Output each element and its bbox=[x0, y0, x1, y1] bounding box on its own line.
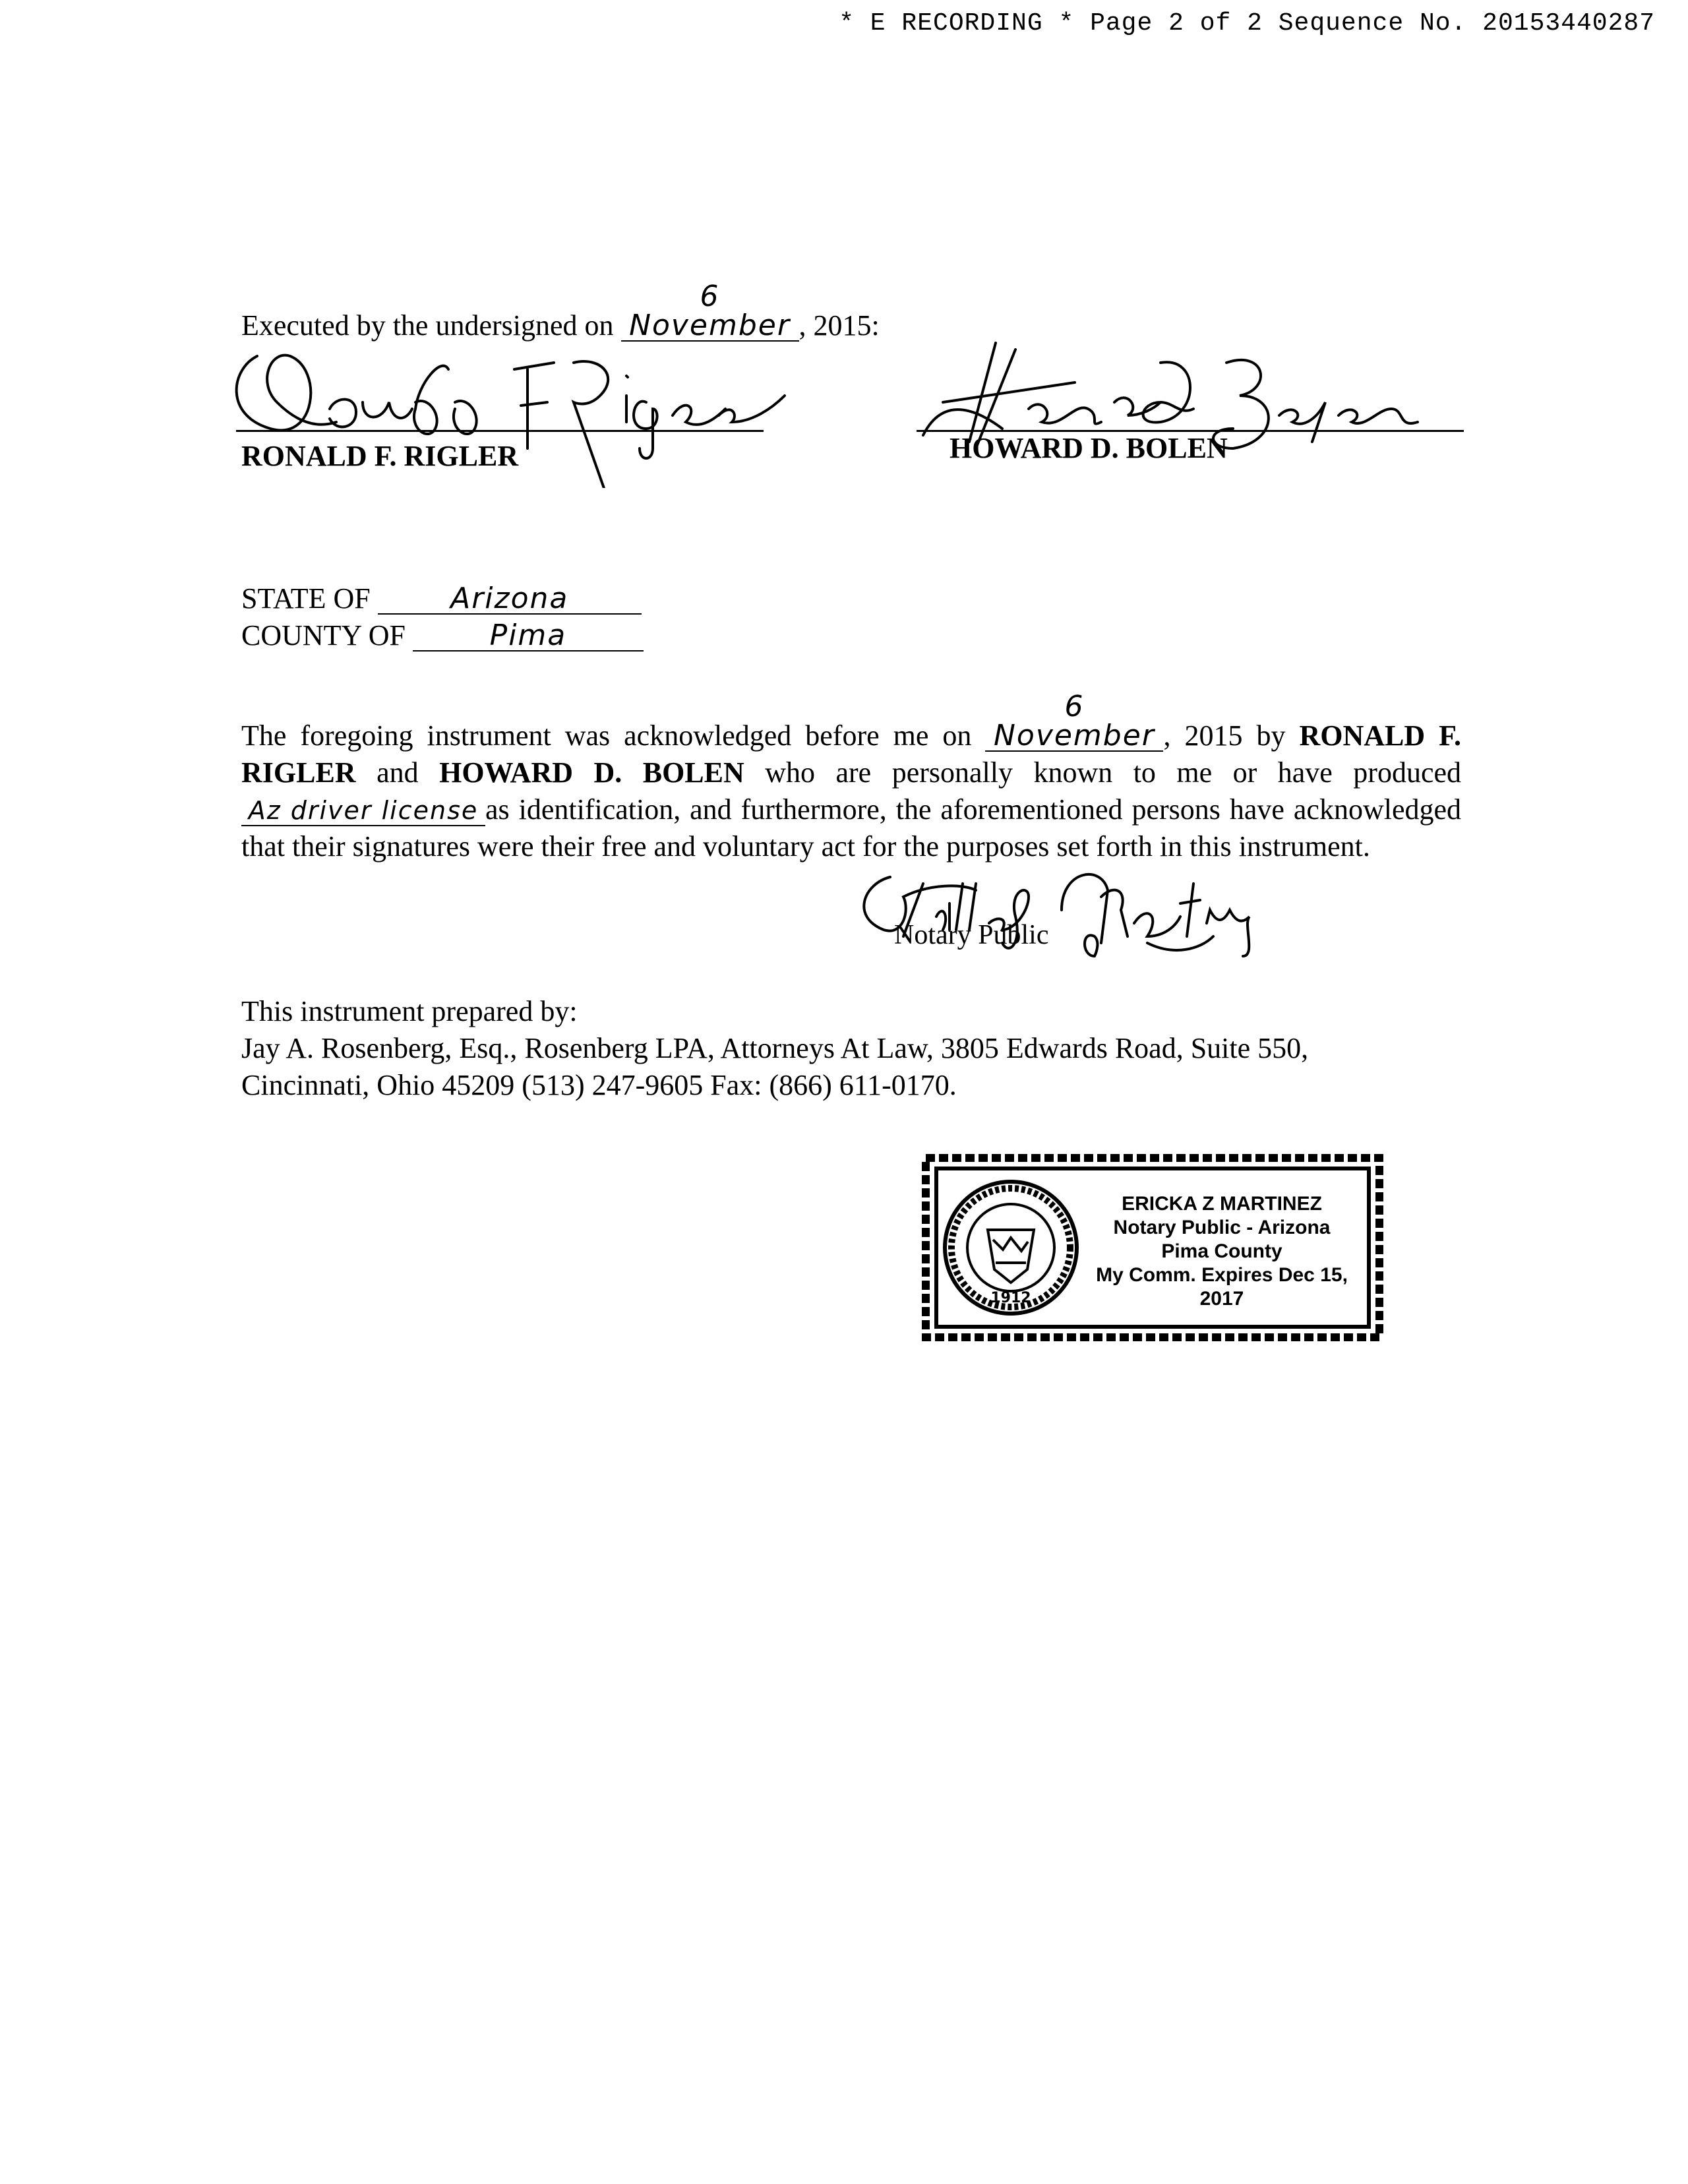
county-label: COUNTY OF bbox=[241, 619, 406, 652]
ack-date: 6 November bbox=[985, 692, 1163, 752]
recording-header: * E RECORDING * Page 2 of 2 Sequence No. 20153440287 bbox=[839, 9, 1655, 38]
ack-text-3: and bbox=[377, 756, 419, 789]
prepared-by-line2: Cincinnati, Ohio 45209 (513) 247-9605 Fax: (866) 611-0170. bbox=[241, 1069, 957, 1101]
arizona-state-seal bbox=[942, 1177, 1080, 1318]
stamp-expiration: My Comm. Expires Dec 15, 2017 bbox=[1096, 1264, 1348, 1310]
prepared-by-line1: Jay A. Rosenberg, Esq., Rosenberg LPA, Attorneys At Law, 3805 Edwards Road, Suite 550, bbox=[241, 1032, 1309, 1064]
state-line bbox=[241, 580, 642, 617]
ack-identification: Az driver license bbox=[241, 796, 485, 826]
notary-stamp bbox=[922, 1154, 1383, 1341]
signatory-right-name: HOWARD D. BOLEN bbox=[950, 432, 1228, 464]
prepared-by-heading: This instrument prepared by: bbox=[241, 995, 578, 1027]
ack-text-2: , 2015 by bbox=[1163, 719, 1286, 752]
county-line bbox=[241, 617, 644, 654]
ack-name-1: RONALD F. RIGLER bbox=[241, 719, 1462, 789]
signatory-left-name: RONALD F. RIGLER bbox=[241, 440, 519, 472]
stamp-notary-title: Notary Public - Arizona bbox=[1113, 1217, 1331, 1238]
ack-text-4: who are personally known to me or have produced bbox=[765, 756, 1462, 789]
stamp-county: Pima County bbox=[1161, 1240, 1282, 1262]
execution-suffix: , 2015: bbox=[799, 309, 880, 342]
acknowledgment-paragraph bbox=[241, 692, 1461, 865]
svg-text:1912: 1912 bbox=[990, 1290, 1031, 1306]
state-value: Arizona bbox=[378, 584, 642, 615]
notary-public-label: Notary Public bbox=[894, 920, 1049, 950]
execution-prefix: Executed by the undersigned on bbox=[241, 309, 614, 342]
signature-line-left bbox=[236, 430, 764, 432]
execution-date: 6 November bbox=[621, 282, 799, 342]
ack-name-2: HOWARD D. BOLEN bbox=[439, 756, 744, 789]
ack-text-5: as identification, and furthermore, the aforementioned persons have acknowledged that their signatures were their free and voluntary act for the purposes set forth in this instrument. bbox=[241, 793, 1461, 863]
state-label: STATE OF bbox=[241, 582, 371, 615]
stamp-notary-name: ERICKA Z MARTINEZ bbox=[1122, 1193, 1322, 1215]
ack-text-1: The foregoing instrument was acknowledged before me on bbox=[241, 719, 972, 752]
county-value: Pima bbox=[413, 621, 644, 652]
